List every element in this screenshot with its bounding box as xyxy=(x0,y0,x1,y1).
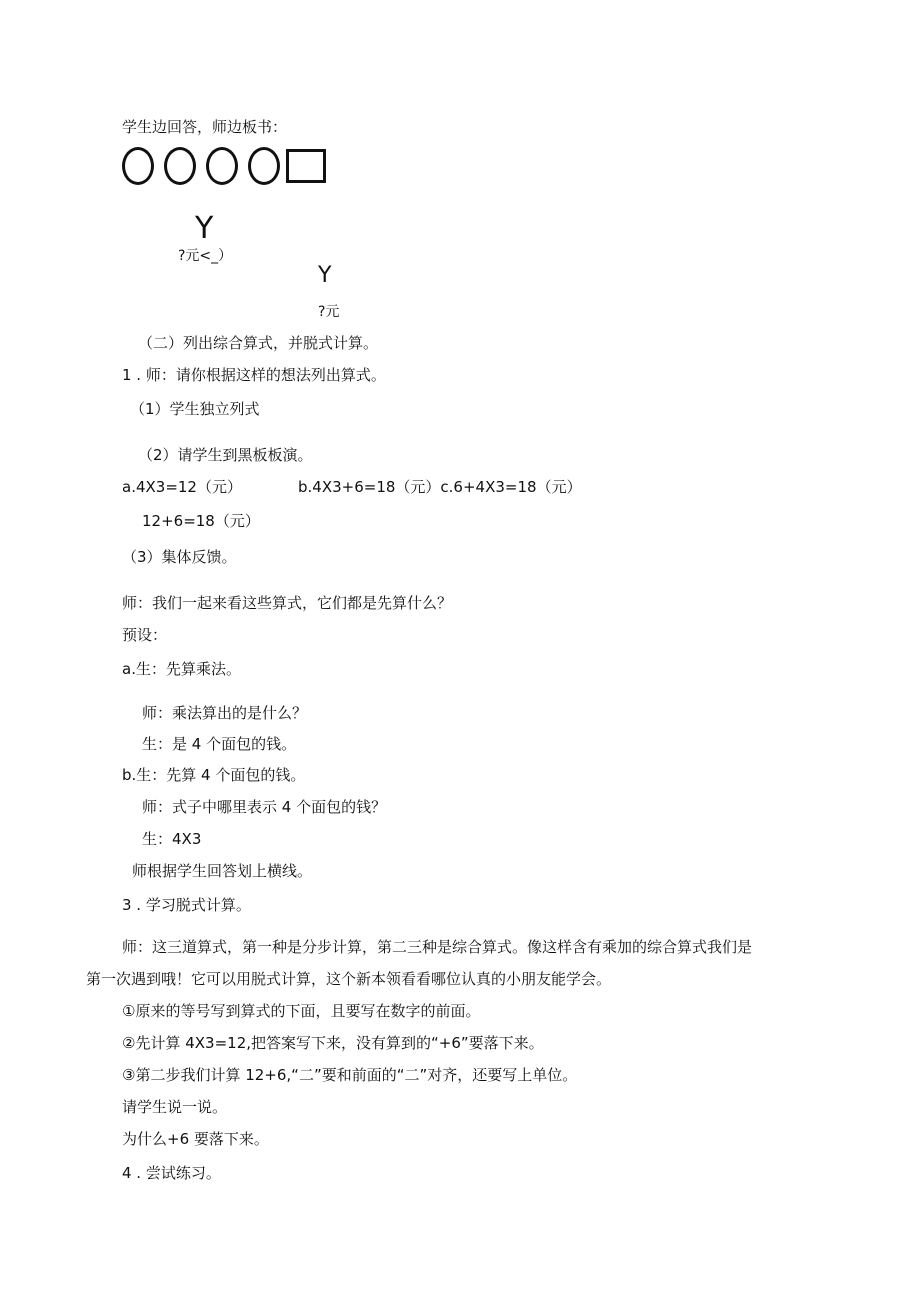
square-shape xyxy=(286,149,326,183)
student-line-3: 生：4X3 xyxy=(142,830,202,848)
paragraph-line-1: 师：这三道算式，第一种是分步计算，第二三种是综合算式。像这样含有乘加的综合算式我们是 xyxy=(122,938,753,956)
brace-label-1: ?元<_） xyxy=(178,248,233,264)
rule-2: ②先计算 4X3=12,把答案写下来，没有算到的“+6”要落下来。 xyxy=(122,1034,544,1052)
item-1: 1 . 师：请你根据这样的想法列出算式。 xyxy=(122,366,386,384)
ask-line-1: 请学生说一说。 xyxy=(122,1098,228,1116)
student-answer-a: a.生：先算乘法。 xyxy=(122,660,241,678)
student-answer-b: b.生：先算 4 个面包的钱。 xyxy=(122,766,306,784)
brace-label-2: ?元 xyxy=(318,304,340,320)
step-1: （1）学生独立列式 xyxy=(130,400,260,418)
circle-shape-4 xyxy=(248,147,280,185)
rule-1: ①原来的等号写到算式的下面，且要写在数字的前面。 xyxy=(122,1002,481,1020)
teacher-line-1: 师：我们一起来看这些算式，它们都是先算什么？ xyxy=(122,594,453,612)
paragraph-line-2: 第一次遇到哦！它可以用脱式计算，这个新本领看看哪位认真的小朋友能学会。 xyxy=(86,970,612,988)
formula-a-step2: 12+6=18（元） xyxy=(142,512,260,530)
step-2: （2）请学生到黑板板演。 xyxy=(138,446,313,464)
circle-shape-2 xyxy=(164,147,196,185)
student-line-2: 生：是 4 个面包的钱。 xyxy=(142,735,297,753)
formula-bc: b.4X3+6=18（元）c.6+4X3=18（元） xyxy=(298,478,582,496)
circle-shape-1 xyxy=(122,147,154,185)
brace-mark-2: Y xyxy=(318,263,332,288)
item-3: 3 . 学习脱式计算。 xyxy=(122,896,251,914)
step-3: （3）集体反馈。 xyxy=(122,548,237,566)
teacher-note: 师根据学生回答划上横线。 xyxy=(132,862,313,880)
brace-mark-1: Y xyxy=(195,211,214,246)
board-intro: 学生边回答，师边板书： xyxy=(122,118,288,136)
rule-3: ③第二步我们计算 12+6,“二”要和前面的“二”对齐，还要写上单位。 xyxy=(122,1066,578,1084)
item-4: 4 . 尝试练习。 xyxy=(122,1164,221,1182)
teacher-line-3: 师：式子中哪里表示 4 个面包的钱？ xyxy=(142,798,387,816)
teacher-line-2: 师：乘法算出的是什么？ xyxy=(142,704,308,722)
board-shapes xyxy=(122,146,326,186)
circle-shape-3 xyxy=(206,147,238,185)
section2-heading: （二）列出综合算式，并脱式计算。 xyxy=(138,334,379,352)
formula-a: a.4X3=12（元） xyxy=(122,478,242,496)
ask-line-2: 为什么+6 要落下来。 xyxy=(122,1130,269,1148)
preset-label: 预设： xyxy=(122,626,168,644)
